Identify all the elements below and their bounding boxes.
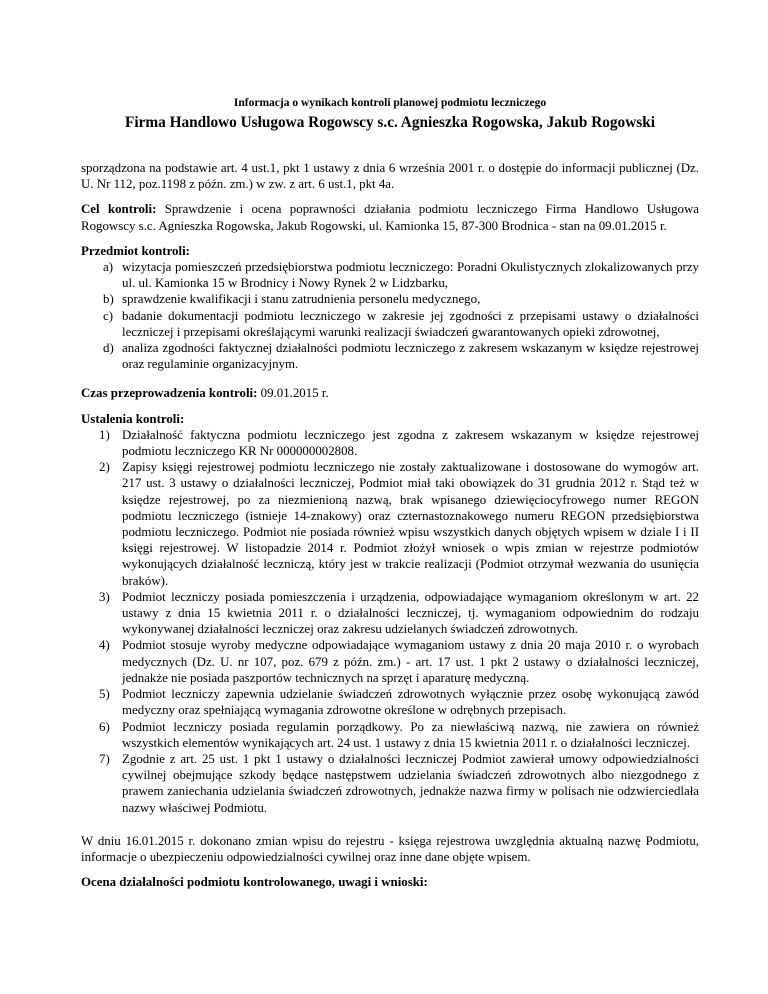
- list-marker: c): [103, 308, 114, 323]
- ustalenia-kontroli-section: [81, 411, 699, 816]
- list-item-text: analiza zgodności faktycznej działalności podmiotu leczniczego z zakresem wskazanym w księdze rejestrowej oraz regulaminie organizacyjnym.: [122, 341, 699, 372]
- entity-name-heading: Firma Handlowo Usługowa Rogowscy s.c. Agnieszka Rogowska, Jakub Rogowski: [125, 114, 655, 131]
- legal-basis-paragraph: sporządzona na podstawie art. 4 ust.1, pkt 1 ustawy z dnia 6 września 2001 r. o dostępie do informacji publicznej (Dz. U. Nr 112, poz.1198 z późn. zm.) w zw. z art. 6 ust.1, pkt 4a.: [81, 161, 699, 192]
- list-marker: d): [103, 341, 114, 356]
- list-marker: 3): [99, 589, 110, 604]
- list-item-text: Działalność faktyczna podmiotu leczniczego jest zgodna z zakresem wskazanym w księdze rejestrowej podmiotu leczniczego KR Nr 000000002808.: [122, 427, 699, 459]
- list-item-text: Zapisy księgi rejestrowej podmiotu leczniczego nie zostały zaktualizowane i dostosowane do wymogów art. 217 ust. 3 ustawy o działalności leczniczej, Podmiot miał taki obowiązek do 31 grudnia 2012 r. Stąd też w księdze rejestrowej, po za niezmienioną nazwą, brak wpisanego dziewięciocyfrowego numer REGON podmiotu leczniczego (istnieje 14-znakowy) oraz czternastoznakowego numeru REGON przedsiębiorstwa podmiotu leczniczego. Podmiot nie posiada również wpisu wszystkich danych objętych wpisem w dziale I i II księgi rejestrowej. W listopadzie 2014 r. Podmiot złożył wniosek o wpis zmian w rejestrze podmiotów wykonujących działalność leczniczą, który jest w trakcie realizacji (Podmiot otrzymał wezwania do usunięcia braków).: [122, 460, 699, 588]
- czas-kontroli-label: Czas przeprowadzenia kontroli:: [81, 386, 258, 401]
- list-item: [81, 308, 699, 340]
- przedmiot-kontroli-section: [81, 243, 699, 373]
- list-marker: 6): [99, 719, 110, 734]
- list-marker: 1): [99, 427, 110, 442]
- ustalenia-kontroli-label: Ustalenia kontroli:: [81, 411, 185, 426]
- list-item-text: Zgodnie z art. 25 ust. 1 pkt 1 ustawy o działalności leczniczej Podmiot zawierał umowy odpowiedzialności cywilnej obejmujące szkody będące następstwem udzielania świadczeń zdrowotnych albo niezgodnego z prawem zaniechania udzielania świadczeń zdrowotnych, jednakże nazwa firmy w polisach nie odzwierciedlała nazwy właściwej Podmiotu.: [122, 751, 699, 815]
- cel-kontroli-section: [81, 201, 699, 233]
- list-item: [81, 259, 699, 291]
- list-marker: b): [103, 292, 114, 307]
- list-item-text: sprawdzenie kwalifikacji i stanu zatrudnienia personelu medycznego,: [122, 292, 481, 307]
- list-item: [81, 589, 699, 638]
- ustalenia-kontroli-list: [81, 427, 699, 816]
- document-page: [81, 0, 699, 890]
- przedmiot-kontroli-label: Przedmiot kontroli:: [81, 243, 190, 258]
- list-item-text: Podmiot leczniczy zapewnia udzielanie świadczeń zdrowotnych wyłącznie przez osobę wykonującą zawód medyczny oraz spełniającą wymagania zdrowotne określone w odrębnych przepisach.: [122, 687, 699, 718]
- przedmiot-kontroli-list: [81, 259, 699, 372]
- list-item: [81, 751, 699, 816]
- cel-kontroli-text: Sprawdzenie i ocena poprawności działania podmiotu leczniczego Firma Handlowo Usługowa Rogowscy s.c. Agnieszka Rogowska, Jakub Rogowski, ul. Kamionka 15, 87-300 Brodnica - stan na 09.01.2015 r.: [81, 202, 699, 233]
- list-item: [81, 291, 699, 307]
- ocena-label: Ocena działalności podmiotu kontrolowanego, uwagi i wnioski:: [81, 875, 428, 890]
- list-marker: 4): [99, 638, 110, 653]
- register-change-paragraph: W dniu 16.01.2015 r. dokonano zmian wpisu do rejestru - księga rejestrowa uwzględnia aktualną nazwę Podmiotu, informacje o ubezpieczeniu odpowiedzialności cywilnej oraz inne dane objęte wpisem.: [81, 833, 699, 864]
- list-marker: 7): [99, 751, 110, 766]
- ocena-section: [81, 874, 699, 890]
- list-item-text: Podmiot leczniczy posiada regulamin porządkowy. Po za niewłaściwą nazwą, nie zawiera on również wszystkich elementów wynikających art. 24 ust. 1 ustawy z dnia 15 kwietnia 2011 r. o działalności leczniczej.: [122, 719, 699, 750]
- list-item-text: Podmiot leczniczy posiada pomieszczenia i urządzenia, odpowiadające wymaganiom określonym w art. 22 ustawy z dnia 15 kwietnia 2011 r. o działalności leczniczej, tj. wymaganiom odpowiednim do rodzaju wykonywanej działalności leczniczej oraz zakresu udzielanych świadczeń zdrowotnych.: [122, 589, 699, 637]
- list-item: [81, 459, 699, 589]
- list-marker: a): [103, 260, 114, 275]
- list-marker: 5): [99, 687, 110, 702]
- list-item: [81, 637, 699, 686]
- list-marker: 2): [99, 460, 110, 475]
- list-item-text: badanie dokumentacji podmiotu leczniczego w zakresie jej zgodności z przepisami ustawy o działalności leczniczej i przepisami określającymi warunki realizacji świadczeń gwarantowanych opieki zdrowotnej,: [122, 308, 699, 339]
- list-item: [81, 427, 699, 459]
- list-item: [81, 340, 699, 372]
- list-item: [81, 686, 699, 718]
- czas-kontroli-value: 09.01.2015 r.: [257, 386, 329, 401]
- document-title: Informacja o wynikach kontroli planowej podmiotu leczniczego: [233, 97, 547, 109]
- cel-kontroli-label: Cel kontroli:: [81, 202, 157, 217]
- list-item: [81, 719, 699, 751]
- list-item-text: wizytacja pomieszczeń przedsiębiorstwa podmiotu leczniczego: Poradni Okulistycznych zlokalizowanych przy ul. ul. Kamionka 15 w Brodnicy i Nowy Rynek 2 w Lidzbarku,: [122, 260, 699, 291]
- list-item-text: Podmiot stosuje wyroby medyczne odpowiadające wymaganiom ustawy z dnia 20 maja 2010 r. o wyrobach medycznych (Dz. U. nr 107, poz. 679 z późn. zm.) - art. 17 ust. 1 pkt 2 ustawy o działalności leczniczej, jednakże nie posiada paszportów technicznych na sprzęt i aparaturę medyczną.: [122, 638, 699, 685]
- czas-kontroli-section: [81, 385, 699, 401]
